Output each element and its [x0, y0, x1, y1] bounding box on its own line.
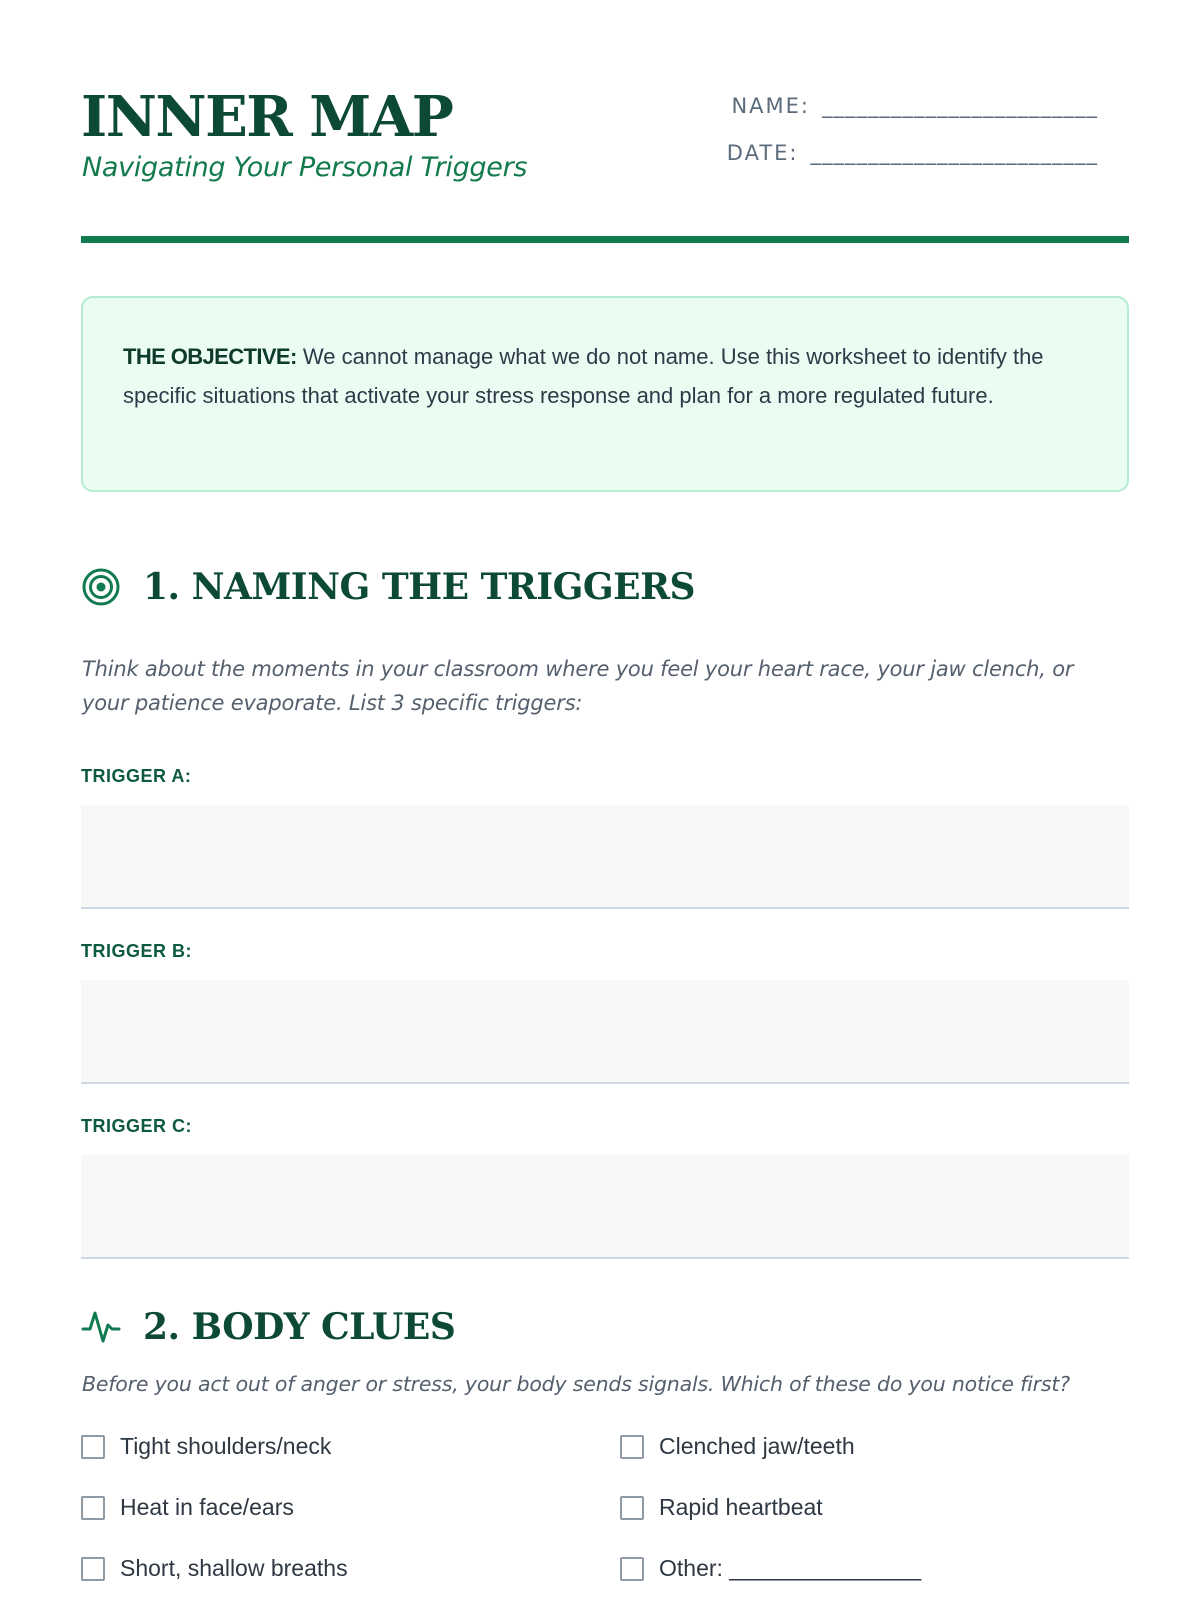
checkbox[interactable]	[620, 1496, 644, 1520]
checkbox-label: Short, shallow breaths	[120, 1555, 348, 1581]
date-label: DATE:	[726, 141, 799, 165]
checkbox-option[interactable]	[81, 1433, 331, 1460]
page-subtitle: Navigating Your Personal Triggers	[82, 152, 528, 183]
checkbox-option[interactable]	[81, 1494, 294, 1521]
trigger-c-input[interactable]	[81, 1155, 1129, 1259]
checkbox-label: Rapid heartbeat	[659, 1494, 823, 1520]
trigger-c-label: TRIGGER C:	[81, 1116, 192, 1136]
checkbox[interactable]	[620, 1557, 644, 1581]
checkbox-label: Other: _______________	[659, 1555, 922, 1581]
checkbox-option[interactable]	[620, 1433, 855, 1460]
checkbox[interactable]	[81, 1435, 105, 1459]
section-heading-triggers: 1. NAMING THE TRIGGERS	[143, 566, 695, 608]
name-field[interactable]	[731, 94, 1098, 118]
checkbox-label: Clenched jaw/teeth	[659, 1433, 855, 1459]
page-title: INNER MAP	[81, 84, 453, 150]
checkbox-label: Tight shoulders/neck	[120, 1433, 332, 1459]
section-body-clues-header	[81, 1306, 455, 1348]
pulse-icon	[81, 1307, 121, 1347]
section-intro-body-clues: Before you act out of anger or stress, your body sends signals. Which of these do you notice first?	[82, 1372, 1070, 1396]
trigger-a-input[interactable]	[81, 805, 1129, 909]
name-label: NAME:	[731, 94, 810, 118]
checkbox[interactable]	[81, 1557, 105, 1581]
objective-lead: THE OBJECTIVE:	[123, 344, 297, 369]
trigger-b-input[interactable]	[81, 980, 1129, 1084]
objective-text	[123, 338, 1089, 415]
checkbox[interactable]	[81, 1496, 105, 1520]
section-heading-body-clues: 2. BODY CLUES	[143, 1306, 456, 1348]
checkbox-option[interactable]	[81, 1555, 348, 1582]
objective-body: We cannot manage what we do not name. Use this worksheet to identify the specific situations that activate your stress response and plan for a more regulated future.	[123, 344, 1044, 408]
date-blank-line[interactable]: _________________________	[810, 141, 1098, 165]
trigger-a-label: TRIGGER A:	[81, 766, 192, 786]
checkbox-option[interactable]	[620, 1494, 823, 1521]
section-naming-triggers-header	[81, 566, 695, 608]
target-icon	[81, 567, 121, 607]
checkbox[interactable]	[620, 1435, 644, 1459]
trigger-b-label: TRIGGER B:	[81, 941, 192, 961]
objective-box	[81, 296, 1129, 492]
date-field[interactable]	[727, 141, 1098, 165]
section-intro-triggers: Think about the moments in your classroom where you feel your heart race, your jaw clench, or your patience evaporate. List 3 specific triggers:	[82, 657, 1074, 715]
name-blank-line[interactable]: ________________________	[822, 94, 1098, 118]
header-divider	[81, 236, 1129, 243]
checkbox-option[interactable]	[620, 1555, 921, 1582]
checkbox-label: Heat in face/ears	[120, 1494, 294, 1520]
